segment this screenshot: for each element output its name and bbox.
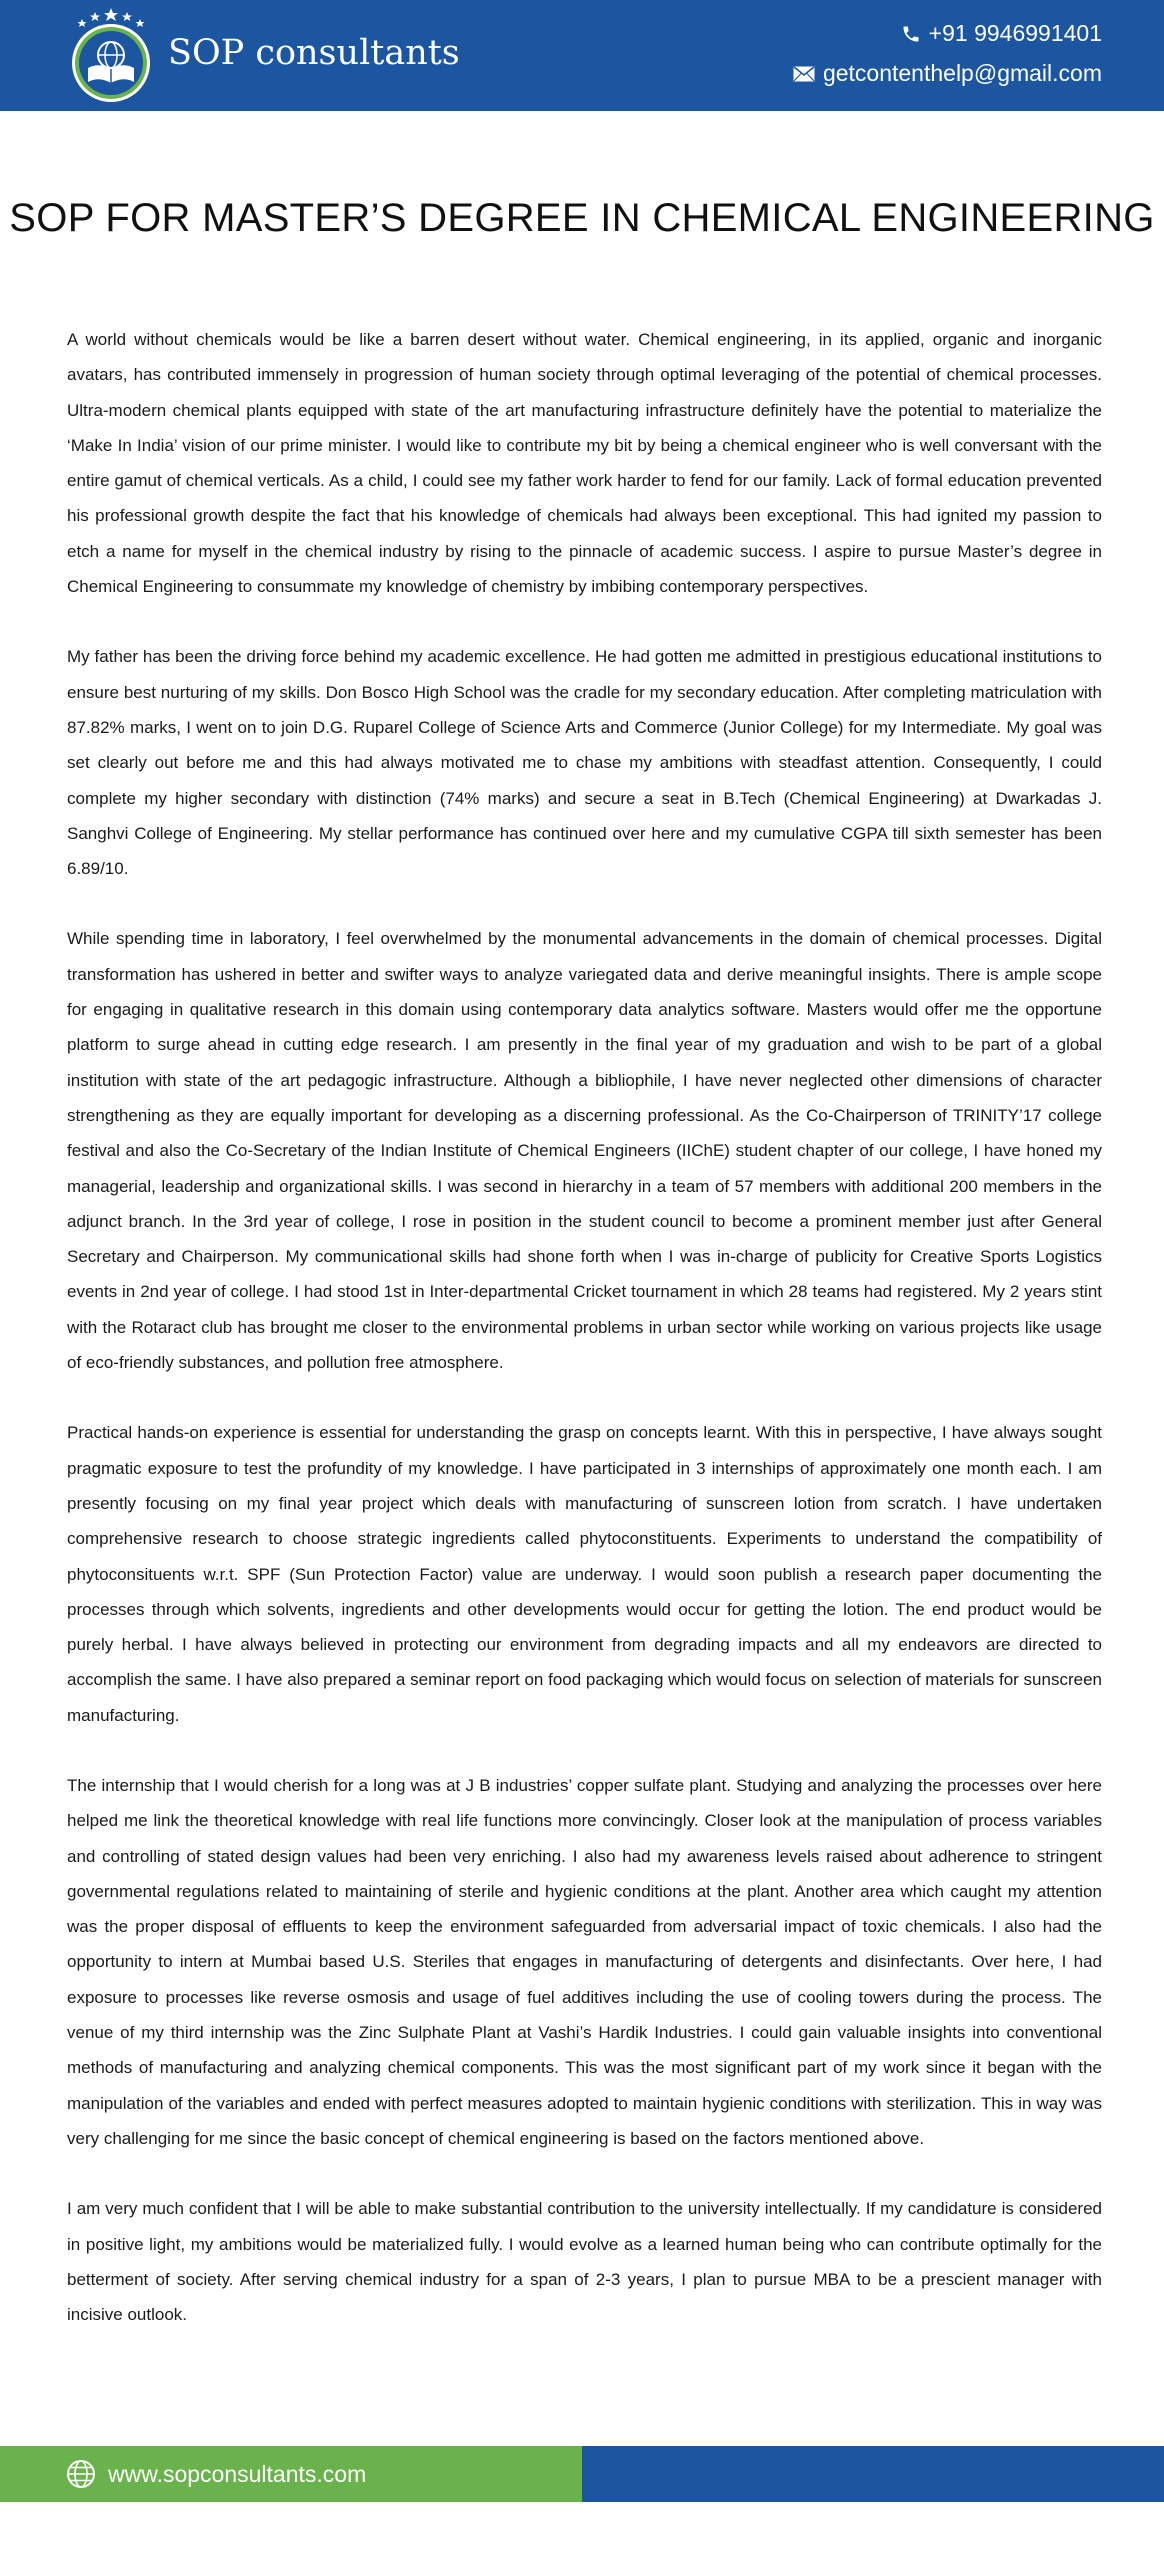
paragraph-4: Practical hands-on experience is essential for understanding the grasp on concepts learnt. With this in perspective, I have always sought pragmatic exposure to test the profundity of my knowledge. I have participated in 3 internships of approximately one month each. I am presently focusing on my final year project which deals with manufacturing of sunscreen lotion from scratch. I have undertaken comprehensive research to choose strategic ingredients called phytoconstituents. Experiments to understand the compatibility of phytoconsituents w.r.t. SPF (Sun Protection Factor) value are underway. I would soon publish a research paper documenting the processes through which solvents, ingredients and other developments would occur for getting the lotion. The end product would be purely herbal. I have always believed in protecting our environment from degrading impacts and all my endeavors are directed to accomplish the same. I have also prepared a seminar report on food packaging which would focus on selection of materials for sunscreen manufacturing. bbox=[67, 1423, 1102, 1725]
website-url: www.sopconsultants.com bbox=[108, 2460, 367, 2487]
envelope-icon bbox=[793, 66, 815, 82]
brand-name: SOP consultants bbox=[168, 33, 460, 73]
phone-icon bbox=[901, 24, 921, 44]
book-globe-logo bbox=[66, 6, 156, 104]
header-bar bbox=[0, 0, 1164, 111]
paragraph-3: While spending time in laboratory, I feel overwhelmed by the monumental advancements in the domain of chemical processes. Digital transformation has ushered in better and swifter ways to analyze variegated data and derive meaningful insights. There is ample scope for engaging in qualitative research in this domain using contemporary data analytics software. Masters would offer me the opportune platform to surge ahead in cutting edge research. I am presently in the final year of my graduation and wish to be part of a global institution with state of the art pedagogic infrastructure. Although a bibliophile, I have never neglected other dimensions of character strengthening as they are equally important for developing as a discerning professional. As the Co-Chairperson of TRINITY’17 college festival and also the Co-Secretary of the Indian Institute of Chemical Engineers (IIChE) student chapter of our college, I have honed my managerial, leadership and organizational skills. I was second in hierarchy in a team of 57 members with additional 200 members in the adjunct branch. In the 3rd year of college, I rose in position in the student council to become a prominent member just after General Secretary and Chairperson. My communicational skills had shone forth when I was in-charge of publicity for Creative Sports Logistics events in 2nd year of college. I had stood 1st in Inter-departmental Cricket tournament in which 28 teams had registered. My 2 years stint with the Rotaract club has brought me closer to the environmental problems in urban sector while working on various projects like usage of eco-friendly substances, and pollution free atmosphere. bbox=[67, 929, 1102, 1373]
paragraph-2: My father has been the driving force behind my academic excellence. He had gotten me admitted in prestigious educational institutions to ensure best nurturing of my skills. Don Bosco High School was the cradle for my secondary education. After completing matriculation with 87.82% marks, I went on to join D.G. Ruparel College of Science Arts and Commerce (Junior College) for my Intermediate. My goal was set clearly out before me and this had always motivated me to chase my ambitions with steadfast attention. Consequently, I could complete my higher secondary with distinction (74% marks) and secure a seat in B.Tech (Chemical Engineering) at Dwarkadas J. Sanghvi College of Engineering. My stellar performance has continued over here and my cumulative CGPA till sixth semester has been 6.89/10. bbox=[67, 647, 1102, 879]
email-contact[interactable] bbox=[793, 62, 1102, 85]
paragraph-1: A world without chemicals would be like a barren desert without water. Chemical engineering, in its applied, organic and inorganic avatars, has contributed immensely in progression of human society through optimal leveraging of the potential of chemical processes. Ultra-modern chemical plants equipped with state of the art manufacturing infrastructure definitely have the potential to materialize the ‘Make In India’ vision of our prime minister. I would like to contribute my bit by being a chemical engineer who is well conversant with the entire gamut of chemical verticals. As a child, I could see my father work harder to fend for our family. Lack of formal education prevented his professional growth despite the fact that his knowledge of chemicals had always been exceptional. This had ignited my passion to etch a name for myself in the chemical industry by rising to the pinnacle of academic success. I aspire to pursue Master’s degree in Chemical Engineering to consummate my knowledge of chemistry by imbibing contemporary perspectives. bbox=[67, 330, 1102, 597]
footer-blue-band bbox=[582, 2446, 1164, 2502]
website-link[interactable] bbox=[66, 2446, 366, 2502]
paragraph-6: I am very much confident that I will be able to make substantial contribution to the university intellectually. If my candidature is considered in positive light, my ambitions would be materialized fully. I would evolve as a learned human being who can contribute optimally for the betterment of society. After serving chemical industry for a span of 2-3 years, I plan to pursue MBA to be a prescient manager with incisive outlook. bbox=[67, 2199, 1102, 2325]
phone-contact[interactable] bbox=[901, 22, 1102, 45]
email-address: getcontenthelp@gmail.com bbox=[822, 60, 1102, 86]
globe-icon bbox=[66, 2459, 96, 2489]
footer-bar bbox=[0, 2446, 1164, 2502]
paragraph-5: The internship that I would cherish for a long was at J B industries’ copper sulfate plant. Studying and analyzing the processes over here helped me link the theoretical knowledge with real life functions more convincingly. Closer look at the manipulation of process variables and controlling of stated design values had been very enriching. I also had my awareness levels raised about adherence to stringent governmental regulations related to maintaining of sterile and hygienic conditions at the plant. Another area which caught my attention was the proper disposal of effluents to keep the environment safeguarded from adversarial impact of toxic chemicals. I also had the opportunity to intern at Mumbai based U.S. Steriles that engages in manufacturing of detergents and disinfectants. Over here, I had exposure to processes like reverse osmosis and usage of fuel additives including the use of cooling towers during the process. The venue of my third internship was the Zinc Sulphate Plant at Vashi’s Hardik Industries. I could gain valuable insights into conventional methods of manufacturing and analyzing chemical components. This was the most significant part of my work since it began with the manipulation of the variables and ended with perfect measures adopted to maintain hygienic conditions with sterilization. This in way was very challenging for me since the basic concept of chemical engineering is based on the factors mentioned above. bbox=[67, 1775, 1102, 2148]
document-body bbox=[67, 322, 1102, 2367]
phone-number: +91 9946991401 bbox=[928, 20, 1102, 46]
page-title: SOP FOR MASTER’S DEGREE IN CHEMICAL ENGINEERING bbox=[9, 196, 1155, 240]
